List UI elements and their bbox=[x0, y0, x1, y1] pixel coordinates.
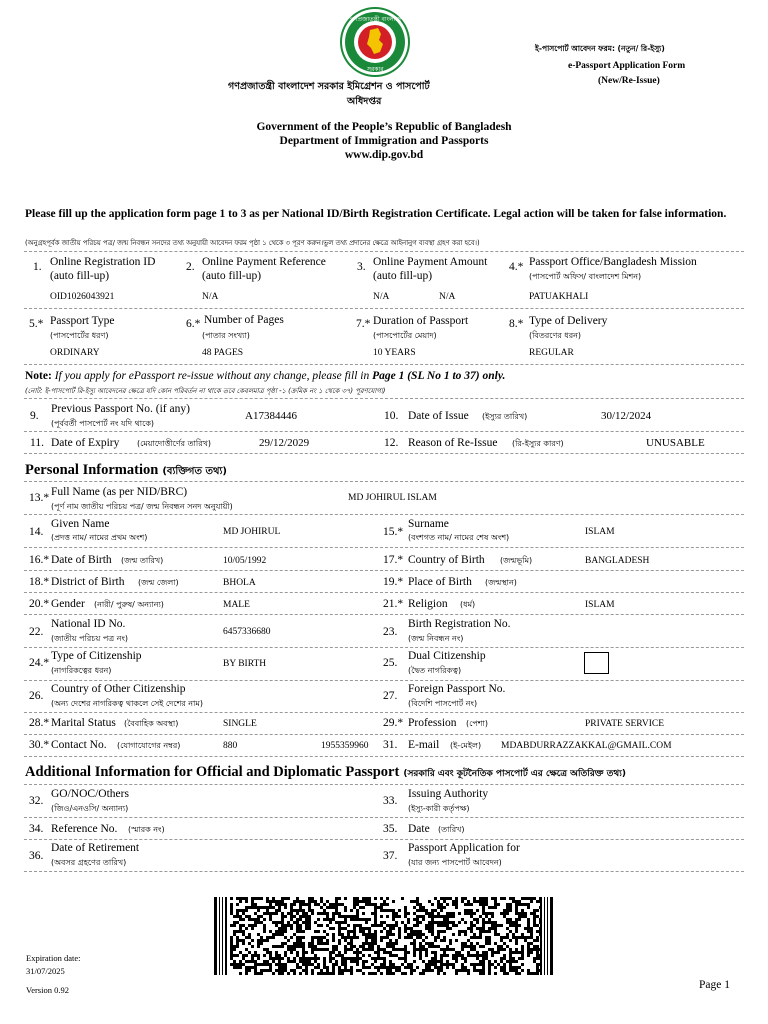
f18-value[interactable]: BHOLA bbox=[223, 578, 256, 588]
divider bbox=[24, 251, 744, 252]
f31-bn: (ই-মেইল) bbox=[450, 741, 482, 750]
f31-value[interactable]: MDABDURRAZZAKKAL@GMAIL.COM bbox=[501, 741, 672, 751]
f14-sub: (প্রদত্ত নাম/ নামের প্রথম অংশ) bbox=[51, 533, 148, 542]
f8-value[interactable]: REGULAR bbox=[529, 348, 574, 358]
f2-sub: (auto fill-up) bbox=[202, 270, 262, 282]
f25-num: 25. bbox=[383, 657, 398, 669]
f10-bn: (ইস্যুর তারিখ) bbox=[482, 412, 528, 421]
f24-sub: (নাগরিকত্বের ধরন) bbox=[51, 666, 112, 675]
f5-sub: (পাসপোর্টের ধরণ) bbox=[50, 331, 109, 340]
f11-value[interactable]: 29/12/2029 bbox=[259, 437, 310, 449]
f1-sub: (auto fill-up) bbox=[50, 270, 110, 282]
f20-bn: (নারী/ পুরুষ/ অন্যান্য) bbox=[94, 600, 164, 609]
f7-value[interactable]: 10 YEARS bbox=[373, 348, 416, 358]
f27-label: Foreign Passport No. bbox=[408, 683, 506, 695]
divider bbox=[24, 481, 744, 482]
f18-bn: (জন্ম জেলা) bbox=[138, 578, 179, 587]
divider bbox=[24, 570, 744, 571]
divider bbox=[24, 308, 744, 309]
f32-label: GO/NOC/Others bbox=[51, 788, 129, 800]
f37-label: Passport Application for bbox=[408, 842, 520, 854]
f36-num: 36. bbox=[29, 850, 44, 862]
f9-value[interactable]: A17384446 bbox=[245, 410, 297, 422]
f31-label: E-mail bbox=[408, 739, 440, 751]
f28-label: Marital Status bbox=[51, 717, 116, 729]
personal-title: Personal Information bbox=[25, 462, 159, 478]
f17-label: Country of Birth bbox=[408, 554, 485, 566]
barcode bbox=[214, 897, 554, 975]
gov-line: Government of the People’s Republic of Bangladesh bbox=[256, 121, 512, 133]
divider bbox=[24, 514, 744, 515]
f22-value[interactable]: 6457336680 bbox=[223, 627, 271, 637]
f19-label: Place of Birth bbox=[408, 576, 472, 588]
f8-label: Type of Delivery bbox=[529, 315, 608, 327]
additional-title: Additional Information for Official and Diplomatic Passport bbox=[25, 764, 400, 780]
f26-sub: (অন্য দেশের নাগরিকত্ব থাকলে সেই দেশের নাম) bbox=[51, 699, 203, 708]
additional-title-bn: (সরকারি এবং কূটনৈতিক পাসপোর্ট এর ক্ষেত্রে অতিরিক্ত তথ্য) bbox=[403, 769, 626, 779]
f27-num: 27. bbox=[383, 690, 398, 702]
f34-label: Reference No. bbox=[51, 823, 118, 835]
note-bold: Page 1 (SL No 1 to 37) only. bbox=[372, 370, 506, 382]
f15-num: 15.* bbox=[383, 526, 404, 538]
org-name-bn-2: অধিদপ্তর bbox=[347, 96, 382, 107]
f33-label: Issuing Authority bbox=[408, 788, 489, 800]
f19-num: 19.* bbox=[383, 576, 404, 588]
f12-label: Reason of Re-Issue bbox=[408, 437, 498, 449]
f18-label: District of Birth bbox=[51, 576, 125, 588]
f19-bn: (জন্মস্থান) bbox=[485, 578, 517, 587]
f35-num: 35. bbox=[383, 823, 398, 835]
f16-value[interactable]: 10/05/1992 bbox=[223, 556, 267, 566]
divider bbox=[24, 712, 744, 713]
note-text: If you apply for ePassport re-issue without any change, please fill in bbox=[54, 370, 370, 382]
note-bn: (নোট: ই-পাসপোর্ট রি-ইস্যু আবেদনের ক্ষেত্রে যদি কোন পরিবর্তন না থাকে তবে কেবলমাত্র পৃষ্ঠা -১ (ক্রমিক নং ১ থেকে ৩৭) পূরণযোগ্য) bbox=[25, 387, 386, 395]
f31-num: 31. bbox=[383, 739, 398, 751]
f3-value-2[interactable]: N/A bbox=[439, 292, 456, 302]
f29-bn: (পেশা) bbox=[466, 719, 488, 728]
f6-label: Number of Pages bbox=[204, 314, 284, 326]
f16-bn: (জন্ম তারিখ) bbox=[121, 556, 164, 565]
f29-num: 29.* bbox=[383, 717, 404, 729]
f20-num: 20.* bbox=[29, 598, 50, 610]
f17-bn: (জন্মভূমি) bbox=[500, 556, 533, 565]
f11-num: 11. bbox=[30, 437, 44, 449]
f24-label: Type of Citizenship bbox=[51, 650, 142, 662]
f7-num: 7.* bbox=[356, 318, 371, 330]
f33-sub: (ইস্যু-কারী কর্তৃপক্ষ) bbox=[408, 804, 470, 813]
f13-label: Full Name (as per NID/BRC) bbox=[51, 486, 188, 498]
f13-value[interactable]: MD JOHIRUL ISLAM bbox=[348, 493, 437, 503]
f10-num: 10. bbox=[384, 410, 399, 422]
note-prefix: Note: bbox=[25, 370, 52, 382]
f6-value[interactable]: 48 PAGES bbox=[202, 348, 244, 358]
f33-num: 33. bbox=[383, 795, 398, 807]
f11-bn: (মেয়াদোত্তীর্ণের তারিখ) bbox=[137, 439, 211, 448]
f14-num: 14. bbox=[29, 526, 44, 538]
f6-sub: (পাতার সংখ্যা) bbox=[202, 331, 250, 340]
divider bbox=[24, 871, 744, 872]
f37-sub: (যার জন্য পাসপোর্ট আবেদন) bbox=[408, 858, 502, 867]
f21-label: Religion bbox=[408, 598, 448, 610]
f5-num: 5.* bbox=[29, 318, 44, 330]
f36-label: Date of Retirement bbox=[51, 842, 140, 854]
divider bbox=[24, 756, 744, 757]
divider bbox=[24, 784, 744, 785]
f30-num: 30.* bbox=[29, 739, 50, 751]
f28-num: 28.* bbox=[29, 717, 50, 729]
org-name-bn: গণপ্রজাতন্ত্রী বাংলাদেশ সরকার ইমিগ্রেশন ও পাসপোর্ট bbox=[228, 81, 430, 92]
f23-num: 23. bbox=[383, 626, 398, 638]
f9-label: Previous Passport No. (if any) bbox=[51, 403, 190, 415]
f10-value[interactable]: 30/12/2024 bbox=[601, 410, 652, 422]
f21-bn: (ধর্ম) bbox=[460, 600, 476, 609]
f32-num: 32. bbox=[29, 795, 44, 807]
f22-label: National ID No. bbox=[51, 618, 126, 630]
divider bbox=[24, 431, 744, 432]
f15-value[interactable]: ISLAM bbox=[585, 527, 615, 537]
divider bbox=[24, 453, 744, 454]
divider bbox=[24, 547, 744, 548]
f9-num: 9. bbox=[30, 410, 39, 422]
divider bbox=[24, 734, 744, 735]
additional-section-title bbox=[25, 763, 626, 781]
f14-label: Given Name bbox=[51, 518, 110, 530]
emblem-top-text: গণপ্রজাতন্ত্রী বাংলাদেশ bbox=[350, 16, 405, 23]
f24-num: 24.* bbox=[29, 657, 50, 669]
f34-num: 34. bbox=[29, 823, 44, 835]
f14-value[interactable]: MD JOHIRUL bbox=[223, 527, 281, 537]
f11-label: Date of Expiry bbox=[51, 437, 120, 449]
f10-label: Date of Issue bbox=[408, 410, 469, 422]
f15-label: Surname bbox=[408, 518, 449, 530]
emblem-bottom-text: সরকার bbox=[367, 66, 384, 73]
f37-num: 37. bbox=[383, 850, 398, 862]
f30-value-2[interactable]: 1955359960 bbox=[321, 741, 369, 751]
f17-num: 17.* bbox=[383, 554, 404, 566]
f23-label: Birth Registration No. bbox=[408, 618, 511, 630]
f4-num: 4.* bbox=[509, 261, 524, 273]
form-title-en: e-Passport Application Form bbox=[568, 61, 686, 71]
divider bbox=[24, 839, 744, 840]
note-en bbox=[25, 370, 505, 382]
f3-label: Online Payment Amount bbox=[373, 256, 488, 268]
f25-sub: (দ্বৈত নাগরিকত্ব) bbox=[408, 666, 462, 675]
f21-num: 21.* bbox=[383, 598, 404, 610]
f7-sub: (পাসপোর্টের মেয়াদ) bbox=[373, 331, 437, 340]
f30-bn: (যোগাযোগের নম্বর) bbox=[117, 741, 181, 750]
f20-value[interactable]: MALE bbox=[223, 600, 250, 610]
f12-value[interactable]: UNUSABLE bbox=[646, 437, 705, 449]
f25-label: Dual Citizenship bbox=[408, 650, 486, 662]
f16-num: 16.* bbox=[29, 554, 50, 566]
f28-bn: (বৈবাহিক অবস্থা) bbox=[124, 719, 179, 728]
notice-bn: (অনুগ্রহপূর্বক জাতীয় পরিচয় পত্র/ জন্ম নিবন্ধন সনদের তথ্য অনুযায়ী আবেদন ফরম পৃষ্ঠা ১ থেকে ৩ পূরণ করুন।ভুল তথ্য প্রদানের ক্ষেত্রে আইনানুগ ব্যবস্থা গ্রহণ করা হবে।) bbox=[25, 239, 480, 247]
f2-value[interactable]: N/A bbox=[202, 292, 219, 302]
f22-sub: (জাতীয় পরিচয় পত্র নং) bbox=[51, 634, 129, 643]
f13-num: 13.* bbox=[29, 492, 50, 504]
f32-sub: (জিও/এনওসি/ অন্যান্য) bbox=[51, 804, 129, 813]
f4-label: Passport Office/Bangladesh Mission bbox=[529, 256, 697, 268]
website: www.dip.gov.bd bbox=[344, 149, 424, 161]
f13-sub: (পূর্ণ নাম জাতীয় পরিচয় পত্র/ জন্ম নিবন্ধন সনদ অনুযায়ী) bbox=[51, 502, 233, 511]
page-number: Page 1 bbox=[699, 979, 730, 991]
divider bbox=[24, 614, 744, 615]
f26-num: 26. bbox=[29, 690, 44, 702]
personal-section-title bbox=[25, 461, 227, 481]
divider bbox=[24, 817, 744, 818]
f27-sub: (বিদেশি পাসপোর্ট নং) bbox=[408, 699, 478, 708]
form-title-bn: ই-পাসপোর্ট আবেদন ফরম: (নতুন/ রি-ইস্যু) bbox=[535, 44, 665, 53]
f5-label: Passport Type bbox=[50, 315, 115, 327]
dept-line: Department of Immigration and Passports bbox=[279, 135, 489, 147]
divider bbox=[24, 364, 744, 365]
f4-value[interactable]: PATUAKHALI bbox=[529, 292, 589, 302]
government-emblem bbox=[334, 6, 416, 78]
f30-label: Contact No. bbox=[51, 739, 107, 751]
divider bbox=[24, 398, 744, 399]
f9-sub: (পূর্ববর্তী পাসপোর্ট নং যদি থাকে) bbox=[51, 419, 155, 428]
f3-sub: (auto fill-up) bbox=[373, 270, 433, 282]
expiration-value: 31/07/2025 bbox=[26, 966, 65, 976]
f34-bn: (স্মারক নং) bbox=[128, 825, 165, 834]
f4-sub: (পাসপোর্ট অফিস/ বাংলাদেশ মিশন) bbox=[529, 272, 642, 281]
f26-label: Country of Other Citizenship bbox=[51, 683, 186, 695]
f18-num: 18.* bbox=[29, 576, 50, 588]
form-type: (New/Re-Issue) bbox=[598, 76, 660, 86]
personal-title-bn: (ব্যক্তিগত তথ্য) bbox=[162, 466, 227, 477]
f22-num: 22. bbox=[29, 626, 44, 638]
f29-value[interactable]: PRIVATE SERVICE bbox=[585, 719, 665, 729]
f23-sub: (জন্ম নিবন্ধন নং) bbox=[408, 634, 464, 643]
divider bbox=[24, 680, 744, 681]
f2-num: 2. bbox=[186, 261, 195, 273]
f7-label: Duration of Passport bbox=[373, 315, 469, 327]
f8-sub: (বিতরণের ধরন) bbox=[529, 331, 582, 340]
f17-value[interactable]: BANGLADESH bbox=[585, 556, 650, 566]
f21-value[interactable]: ISLAM bbox=[585, 600, 615, 610]
f8-num: 8.* bbox=[509, 318, 524, 330]
divider bbox=[24, 647, 744, 648]
f15-sub: (বংশগত নাম/ নামের শেষ অংশ) bbox=[408, 533, 510, 542]
f3-num: 3. bbox=[357, 261, 366, 273]
f1-value[interactable]: OID1026043921 bbox=[50, 292, 115, 302]
f20-label: Gender bbox=[51, 598, 85, 610]
divider bbox=[24, 592, 744, 593]
f6-num: 6.* bbox=[186, 318, 201, 330]
f35-label: Date bbox=[408, 823, 430, 835]
f29-label: Profession bbox=[408, 717, 457, 729]
f12-num: 12. bbox=[384, 437, 399, 449]
notice-en: Please fill up the application form page 1 to 3 as per National ID/Birth Registration Certificate. Legal action will be taken for false information. bbox=[25, 208, 727, 220]
f30-value[interactable]: 880 bbox=[223, 741, 238, 751]
dual-citizenship-checkbox[interactable] bbox=[584, 652, 609, 674]
f35-bn: (তারিখ) bbox=[438, 825, 465, 834]
f28-value[interactable]: SINGLE bbox=[223, 719, 257, 729]
f12-bn: (রি-ইস্যুর কারণ) bbox=[512, 439, 564, 448]
f24-value[interactable]: BY BIRTH bbox=[223, 659, 267, 669]
f5-value[interactable]: ORDINARY bbox=[50, 348, 100, 358]
f3-value[interactable]: N/A bbox=[373, 292, 390, 302]
version: Version 0.92 bbox=[26, 985, 69, 995]
f36-sub: (অবসর গ্রহণের তারিখ) bbox=[51, 858, 127, 867]
f1-label: Online Registration ID bbox=[50, 256, 156, 268]
expiration-label: Expiration date: bbox=[26, 953, 81, 963]
f2-label: Online Payment Reference bbox=[202, 256, 326, 268]
f1-num: 1. bbox=[33, 261, 42, 273]
f16-label: Date of Birth bbox=[51, 554, 112, 566]
